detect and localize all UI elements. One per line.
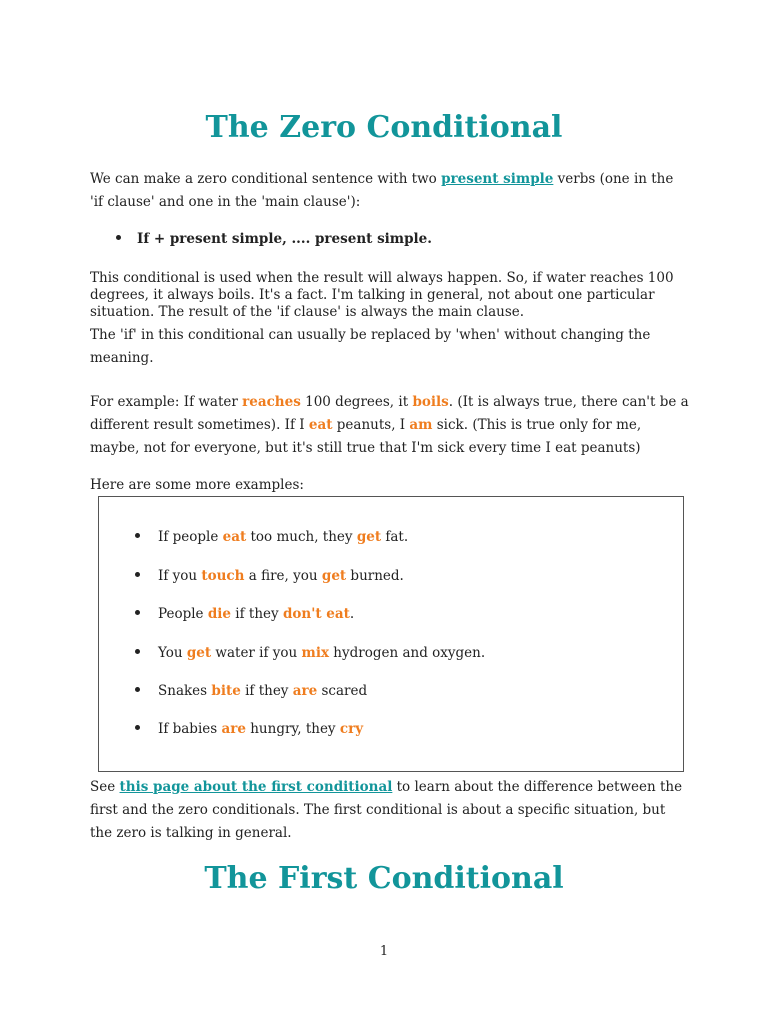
example-text: peanuts, I [332, 417, 410, 433]
intro-text-pre: We can make a zero conditional sentence with two [90, 171, 442, 187]
example-text: Snakes [158, 683, 212, 699]
zero-conditional-title: The Zero Conditional [205, 110, 563, 145]
example-text: fat. [381, 529, 409, 545]
highlight-verb: die [207, 606, 232, 622]
highlight-verb: are [221, 721, 246, 737]
example-text: If people [158, 529, 223, 545]
highlight-verb: boils [412, 394, 449, 410]
highlight-verb: eat [222, 529, 247, 545]
first-conditional-title: The First Conditional [204, 861, 564, 896]
explanation-paragraph: This conditional is used when the result will always happen. So, if water reaches 100 degrees, it always boils. It's a fact. I'm talking in general, not about one particular situation. The result of the 'if clause' is always the main clause. [90, 270, 674, 320]
highlight-verb: don't eat [282, 606, 350, 622]
example-text: hungry, they [245, 721, 340, 737]
list-item [135, 529, 408, 545]
example-text: burned. [346, 568, 404, 584]
example-text: too much, they [246, 529, 357, 545]
intro-text-post: verbs (one in the 'if clause' and one in the 'main clause'): [90, 171, 674, 210]
intro-paragraph [90, 168, 690, 214]
page-number: 1 [379, 944, 389, 959]
example-text: hydrogen and oxygen. [329, 645, 486, 661]
bullet-dot-icon [135, 533, 140, 538]
example-paragraph [90, 391, 690, 460]
example-text: if they [240, 683, 293, 699]
highlight-verb: reaches [242, 394, 301, 410]
bullet-dot-icon [135, 572, 140, 577]
formula-text: If + present simple, .... present simple. [137, 231, 432, 247]
list-item [135, 721, 363, 737]
example-text: sick. (This is true only for me, maybe, not for everyone, but it's still true that I'm sick every time I eat peanuts) [90, 417, 642, 456]
example-text: 100 degrees, it [300, 394, 413, 410]
highlight-verb: am [409, 417, 433, 433]
list-item [135, 568, 404, 584]
highlight-verb: touch [201, 568, 245, 584]
see-text-pre: See [90, 779, 120, 795]
first-conditional-link[interactable]: this page about the first conditional [119, 779, 393, 795]
example-text: a fire, you [244, 568, 322, 584]
example-text: If you [158, 568, 202, 584]
example-text: . (It is always true, there can't be a different result sometimes). If I [90, 394, 689, 433]
example-text: People [158, 606, 208, 622]
list-item [135, 645, 485, 661]
example-text: . [349, 606, 355, 622]
example-text: if they [231, 606, 283, 622]
examples-box [98, 496, 684, 772]
highlight-verb: bite [211, 683, 241, 699]
example-text: scared [317, 683, 368, 699]
bullet-dot-icon [116, 235, 121, 240]
more-examples-label: Here are some more examples: [90, 477, 304, 493]
highlight-verb: eat [308, 417, 333, 433]
highlight-verb: get [321, 568, 347, 584]
highlight-verb: cry [339, 721, 364, 737]
highlight-verb: are [292, 683, 318, 699]
highlight-verb: mix [301, 645, 329, 661]
example-text: water if you [211, 645, 302, 661]
bullet-dot-icon [135, 725, 140, 730]
formula-bullet [116, 231, 432, 247]
bullet-dot-icon [135, 610, 140, 615]
example-text: For example: If water [90, 394, 243, 410]
present-simple-link[interactable]: present simple [441, 171, 554, 187]
list-item [135, 606, 354, 622]
replacement-paragraph: The 'if' in this conditional can usually be replaced by 'when' without changing the meaning. [90, 327, 651, 366]
see-first-conditional-paragraph [90, 776, 690, 845]
example-text: You [158, 645, 187, 661]
highlight-verb: get [356, 529, 382, 545]
see-text-post: to learn about the difference between the first and the zero conditionals. The first conditional is about a specific situation, but the zero is talking in general. [90, 779, 683, 841]
bullet-dot-icon [135, 649, 140, 654]
highlight-verb: get [186, 645, 212, 661]
list-item [135, 683, 367, 699]
bullet-dot-icon [135, 687, 140, 692]
example-text: If babies [158, 721, 222, 737]
